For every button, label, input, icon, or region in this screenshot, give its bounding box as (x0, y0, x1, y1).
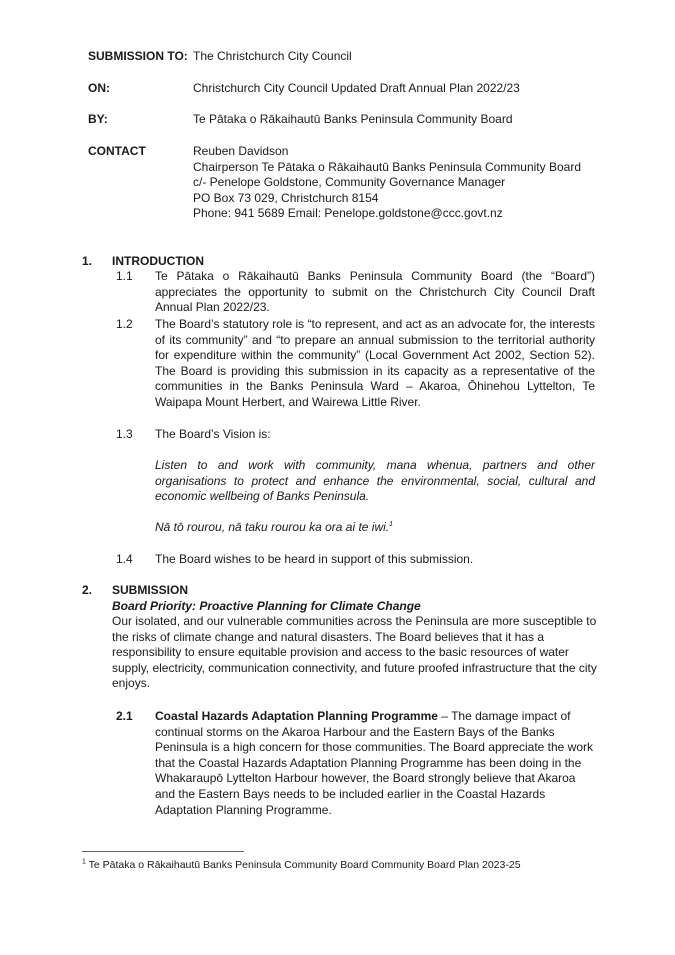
board-vision-quote: Listen to and work with community, mana whenua, partners and other organisations to protect and enhance the environmental, social, cultural and economic wellbeing of Banks Peninsula. (155, 458, 595, 504)
contact-care-of: c/- Penelope Goldstone, Community Governance Manager (193, 175, 506, 190)
on-value: Christchurch City Council Updated Draft Annual Plan 2022/23 (193, 81, 520, 95)
section-2-intro: Our isolated, and our vulnerable communities across the Peninsula are more susceptible to the risks of climate change and natural disasters. The Board believes that it has a responsibility to ensure equitable provision and access to the basic resources of water supply, electricity, communication connectivity, and future proofed infrastructure that the city enjoys. (112, 614, 597, 691)
item-2-1-number: 2.1 (116, 709, 133, 723)
item-2-1-text: – The damage impact of continual storms on the Akaroa Harbour and the Eastern Bays of the Banks Peninsula is a high concern for those communities. The Board appreciate the work that the Coastal Hazards Adaptation Planning Programme has been doing in the Whakaraupō Lyttelton Harbour however, the Board strongly believe that Akaroa and the Eastern Bays needs to be included earlier in the Coastal Hazards Adaptation Planning Programme. (155, 709, 594, 817)
footnote-ref[interactable]: 1 (389, 521, 394, 528)
on-label: ON: (88, 81, 110, 95)
section-1-number: 1. (82, 254, 93, 268)
footnote-text: Te Pātaka o Rākaihautū Banks Peninsula Community Board Community Board Plan 2023-25 (85, 859, 521, 871)
submission-to-value: The Christchurch City Council (193, 49, 352, 63)
proverb-line (155, 520, 393, 536)
item-1-1-text: Te Pātaka o Rākaihautū Banks Peninsula Community Board (the “Board”) appreciates the opportunity to submit on the Christchurch City Council Draft Annual Plan 2022/23. (155, 269, 595, 315)
contact-name: Reuben Davidson (193, 144, 289, 158)
item-1-2-text: The Board’s statutory role is “to represent, and act as an advocate for, the interests of its community” and “to prepare an annual submission to the territorial authority for expenditure within the community” (Local Government Act 2002, Section 52). The Board is providing this submission in its capacity as a representative of the communities in the Banks Peninsula Ward – Akaroa, Ōhinehou Lyttelton, Te Waipapa Mount Herbert, and Wairewa Little River. (155, 317, 596, 409)
submission-to-label: SUBMISSION TO: (88, 49, 188, 63)
by-label: BY: (88, 112, 108, 126)
item-1-1-number: 1.1 (116, 269, 133, 283)
item-2-1-paragraph (155, 709, 595, 818)
footnote-1 (82, 858, 521, 874)
contact-block (193, 144, 581, 222)
proverb-text: Nā tō rourou, nā taku rourou ka ora ai te iwi. (155, 520, 390, 534)
contact-title: Chairperson Te Pātaka o Rākaihautū Banks Peninsula Community Board (193, 159, 581, 174)
item-1-2-number: 1.2 (116, 317, 133, 331)
contact-label: CONTACT (88, 144, 146, 158)
item-1-4-number: 1.4 (116, 552, 133, 566)
footnote-mark: 1 (82, 858, 86, 866)
item-2-1-title: Coastal Hazards Adaptation Planning Programme (155, 709, 438, 723)
item-1-3-text: The Board’s Vision is: (155, 427, 271, 441)
footnote-separator (82, 851, 244, 852)
section-2-number: 2. (82, 583, 93, 597)
section-1-heading: INTRODUCTION (112, 254, 204, 268)
item-1-3-number: 1.3 (116, 427, 133, 441)
by-value: Te Pātaka o Rākaihautū Banks Peninsula Community Board (193, 112, 513, 126)
section-2-heading: SUBMISSION (112, 583, 189, 597)
contact-phone-email: Phone: 941 5689 Email: Penelope.goldstone@ccc.govt.nz (193, 206, 503, 221)
contact-address: PO Box 73 029, Christchurch 8154 (193, 190, 379, 205)
item-1-4-text: The Board wishes to be heard in support of this submission. (155, 552, 474, 566)
board-priority-heading: Board Priority: Proactive Planning for Climate Change (112, 599, 421, 613)
